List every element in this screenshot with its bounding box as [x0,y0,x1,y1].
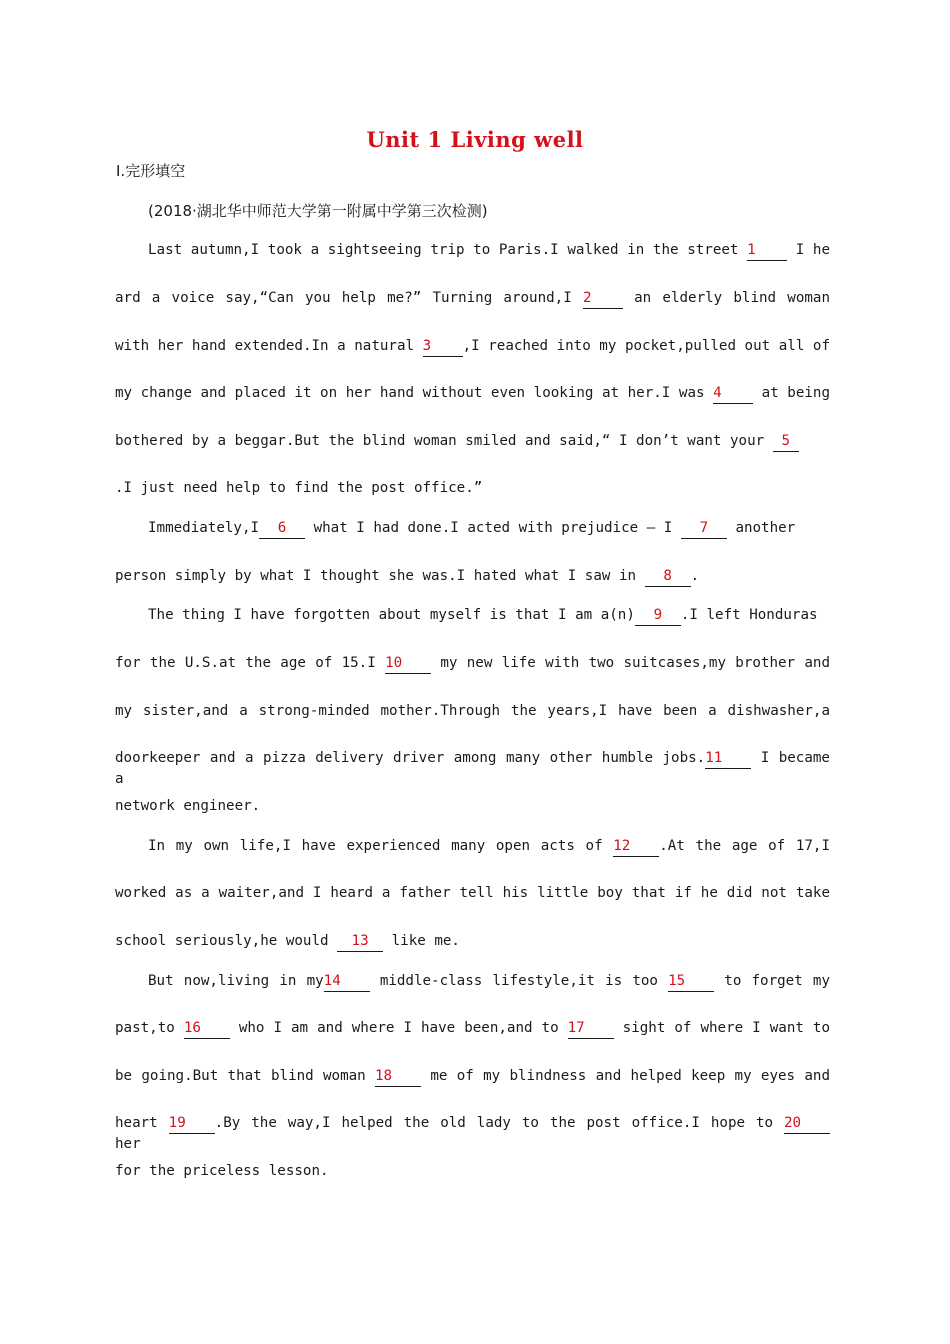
text-line: with her hand extended.In a natural 3 ,I reached into my pocket,pulled out all of [115,336,830,356]
blank-9[interactable]: 9 [635,607,681,626]
text-line: for the priceless lesson. [115,1163,329,1179]
blank-2[interactable]: 2 [583,290,623,309]
blank-18[interactable]: 18 [375,1068,421,1087]
blank-12[interactable]: 12 [613,838,659,857]
section-heading: Ⅰ.完形填空 [116,162,186,180]
blank-19[interactable]: 19 [169,1115,215,1134]
text-line: heart 19 .By the way,I helped the old lady to the post office.I hope to 20 her [115,1113,830,1133]
blank-13[interactable]: 13 [337,933,383,952]
blank-20[interactable]: 20 [784,1115,830,1134]
page-title: Unit 1 Living well [366,127,584,152]
text-line: But now,living in my14 middle-class lifestyle,it is too 15 to forget my [148,971,830,991]
blank-6[interactable]: 6 [259,520,305,539]
text-line: Last autumn,I took a sightseeing trip to Paris.I walked in the street 1 I he [148,240,830,260]
blank-7[interactable]: 7 [681,520,727,539]
blank-17[interactable]: 17 [568,1020,614,1039]
blank-5[interactable]: 5 [773,433,799,452]
text-line: my sister,and a strong-minded mother.Through the years,I have been a dishwasher,a [115,703,830,719]
text-line: doorkeeper and a pizza delivery driver among many other humble jobs.11 I became a [115,750,830,787]
text-line: person simply by what I thought she was.I hated what I saw in 8 . [115,566,830,586]
text-line: network engineer. [115,798,261,814]
blank-10[interactable]: 10 [385,655,431,674]
text-line: ard a voice say,“Can you help me?” Turning around,I 2 an elderly blind woman [115,288,830,308]
blank-3[interactable]: 3 [423,338,463,357]
blank-4[interactable]: 4 [713,385,753,404]
text-line: for the U.S.at the age of 15.I 10 my new life with two suitcases,my brother and [115,653,830,673]
text-line: my change and placed it on her hand without even looking at her.I was 4 at being [115,383,830,403]
blank-16[interactable]: 16 [184,1020,230,1039]
blank-14[interactable]: 14 [324,973,370,992]
text-line: be going.But that blind woman 18 me of my blindness and helped keep my eyes and [115,1066,830,1086]
blank-11[interactable]: 11 [705,750,751,769]
source-note: (2018·湖北华中师范大学第一附属中学第三次检测) [148,202,488,220]
text-line: The thing I have forgotten about myself is that I am a(n) 9 .I left Honduras [148,605,830,625]
blank-8[interactable]: 8 [645,568,691,587]
text-line: school seriously,he would 13 like me. [115,931,830,951]
text-line: Immediately,I 6 what I had done.I acted with prejudice — I 7 another [148,518,830,538]
blank-15[interactable]: 15 [668,973,714,992]
text-line: In my own life,I have experienced many open acts of 12 .At the age of 17,I [148,836,830,856]
text-line: worked as a waiter,and I heard a father tell his little boy that if he did not take [115,885,830,901]
text-line: .I just need help to find the post office.” [115,480,483,496]
text-line: bothered by a beggar.But the blind woman smiled and said,“ I don’t want your 5 [115,431,830,451]
blank-1[interactable]: 1 [747,242,787,261]
text-line: past,to 16 who I am and where I have been,and to 17 sight of where I want to [115,1018,830,1038]
